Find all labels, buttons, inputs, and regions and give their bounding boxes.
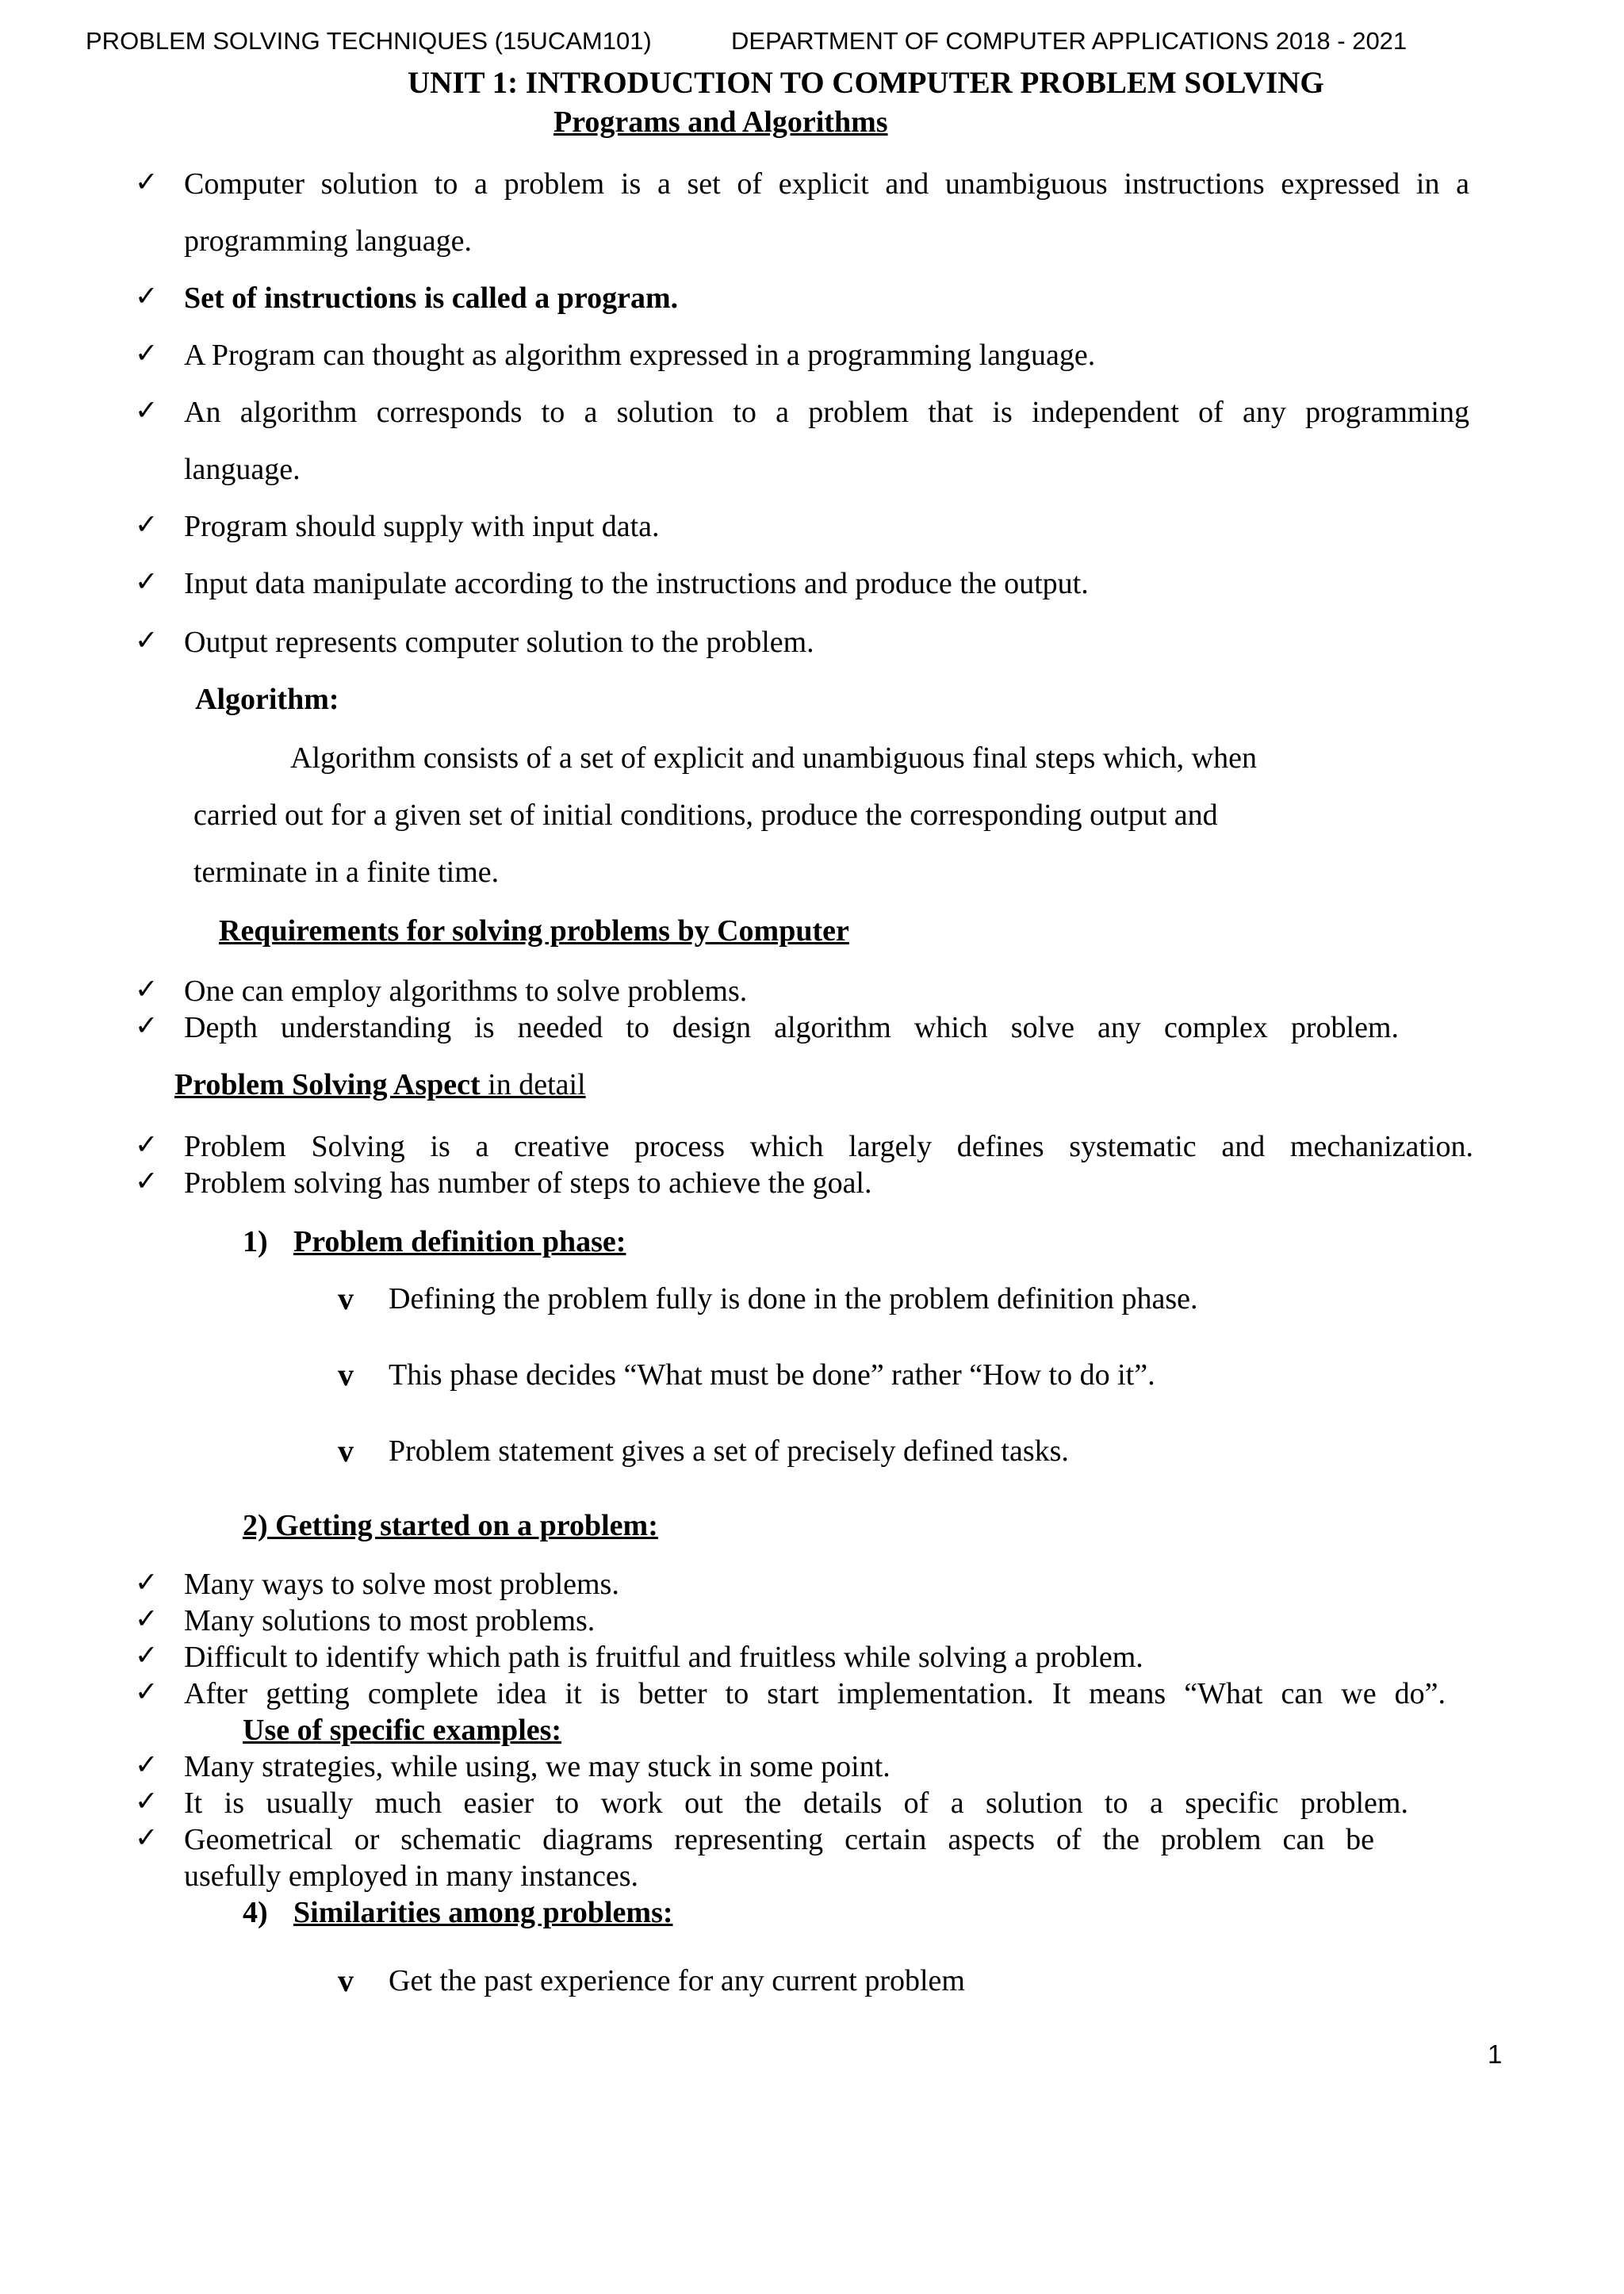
check-icon: ✓ [135, 1640, 159, 1672]
check-icon: ✓ [135, 1676, 159, 1708]
check-icon: ✓ [135, 1166, 159, 1197]
list-item: Input data manipulate according to the instructions and produce the output. [184, 567, 1089, 600]
list-item: A Program can thought as algorithm expressed in a programming language. [184, 339, 1096, 372]
algorithm-heading: Algorithm: [195, 683, 339, 716]
list-item: Set of instructions is called a program. [184, 281, 679, 315]
algorithm-text-line: carried out for a given set of initial conditions, produce the corresponding output and [193, 798, 1218, 832]
check-icon: ✓ [135, 509, 159, 541]
aspect-heading [174, 1067, 586, 1102]
check-icon: ✓ [135, 566, 159, 598]
header-left: PROBLEM SOLVING TECHNIQUES (15UCAM101) [86, 27, 652, 55]
page-number: 1 [1488, 2039, 1503, 2069]
check-icon: ✓ [135, 338, 159, 370]
list-item: This phase decides “What must be done” rather “How to do it”. [389, 1358, 1155, 1392]
list-item: Many strategies, while using, we may stuck in some point. [184, 1750, 891, 1783]
list-item: Problem statement gives a set of precisely defined tasks. [389, 1434, 1069, 1468]
check-icon: ✓ [135, 1129, 159, 1161]
list-item: Depth understanding is needed to design algorithm which solve any complex problem. [184, 1011, 1399, 1044]
check-icon: ✓ [135, 395, 159, 427]
list-item: It is usually much easier to work out the details of a solution to a specific problem. [184, 1787, 1408, 1820]
phase4-heading: Similarities among problems: [293, 1896, 673, 1929]
list-item: Output represents computer solution to the problem. [184, 626, 814, 659]
list-item: Program should supply with input data. [184, 510, 660, 543]
check-icon: ✓ [135, 1603, 159, 1635]
check-icon: ✓ [135, 625, 159, 657]
list-item: Geometrical or schematic diagrams representing certain aspects of the problem can be [184, 1823, 1374, 1856]
v-bullet-icon: v [338, 1433, 354, 1469]
list-item: Problem solving has number of steps to achieve the goal. [184, 1166, 872, 1200]
check-icon: ✓ [135, 1567, 159, 1599]
list-item: Get the past experience for any current problem [389, 1964, 965, 1997]
phase2-heading: 2) Getting started on a problem: [243, 1509, 658, 1542]
list-item: Difficult to identify which path is fruitful and fruitless while solving a problem. [184, 1641, 1143, 1674]
list-item: Defining the problem fully is done in the problem definition phase. [389, 1282, 1198, 1316]
requirements-heading: Requirements for solving problems by Computer [219, 914, 849, 948]
list-item: Many solutions to most problems. [184, 1604, 596, 1637]
list-item: An algorithm corresponds to a solution to a problem that is independent of any programming [184, 396, 1469, 429]
check-icon: ✓ [135, 281, 159, 312]
v-bullet-icon: v [338, 1963, 354, 1998]
phase1-heading: Problem definition phase: [293, 1225, 626, 1258]
list-item: Computer solution to a problem is a set of explicit and unambiguous instructions expressed in a [184, 167, 1469, 201]
list-item-continuation: language. [184, 453, 301, 486]
v-bullet-icon: v [338, 1357, 354, 1392]
examples-heading: Use of specific examples: [243, 1714, 562, 1747]
list-item: Problem Solving is a creative process which largely defines systematic and mechanization. [184, 1130, 1473, 1163]
algorithm-text-line: terminate in a finite time. [193, 856, 500, 889]
phase4-number: 4) [243, 1896, 268, 1929]
list-item: One can employ algorithms to solve problems. [184, 975, 748, 1008]
algorithm-text-line: Algorithm consists of a set of explicit and unambiguous final steps which, when [290, 741, 1257, 775]
page-title: UNIT 1: INTRODUCTION TO COMPUTER PROBLEM SOLVING [408, 66, 1324, 100]
aspect-heading-rest: in detail [480, 1068, 586, 1101]
check-icon: ✓ [135, 1749, 159, 1781]
section-heading-programs-algorithms: Programs and Algorithms [553, 105, 888, 139]
list-item: After getting complete idea it is better to start implementation. It means “What can we do”. [184, 1677, 1446, 1710]
check-icon: ✓ [135, 1822, 159, 1854]
list-item-continuation: usefully employed in many instances. [184, 1859, 639, 1893]
check-icon: ✓ [135, 167, 159, 198]
check-icon: ✓ [135, 974, 159, 1005]
check-icon: ✓ [135, 1786, 159, 1817]
v-bullet-icon: v [338, 1281, 354, 1316]
list-item-continuation: programming language. [184, 224, 473, 258]
header-right: DEPARTMENT OF COMPUTER APPLICATIONS 2018 - 2021 [731, 27, 1408, 55]
check-icon: ✓ [135, 1010, 159, 1042]
list-item: Many ways to solve most problems. [184, 1568, 619, 1601]
phase1-number: 1) [243, 1225, 268, 1258]
aspect-heading-bold: Problem Solving Aspect [174, 1068, 481, 1101]
